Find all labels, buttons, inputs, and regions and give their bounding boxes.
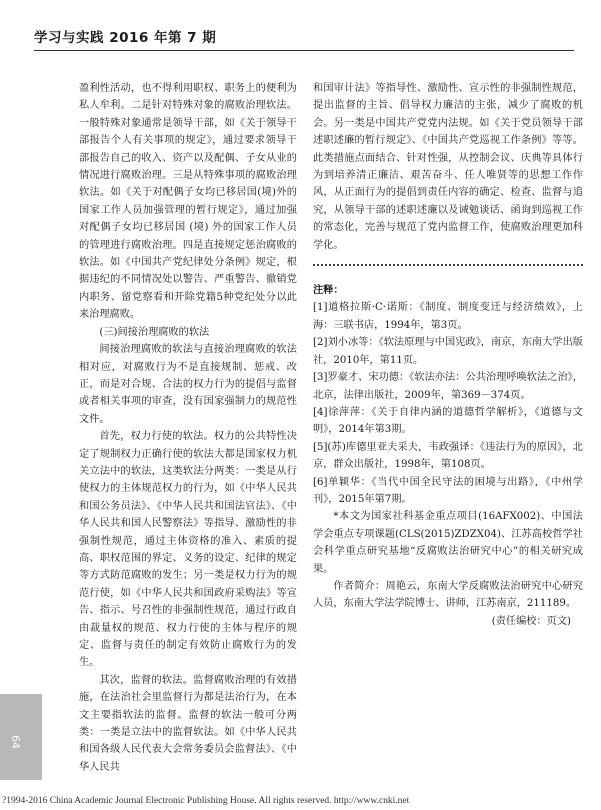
note-item: [3]罗豪才、宋功德：《软法亦法：公共治理呼唤软法之治》，北京，法律出版社，2009年，第369－374页。 <box>313 372 583 401</box>
header-rule <box>34 50 574 51</box>
notes-title: 注释： <box>313 284 344 297</box>
fund-note: *本文为国家社科基金重点项目(16AFX002)、中国法学会重点专项课题(CLS(2015)ZDZX04)、江苏高校哲学社会科学重点研究基地“反腐败法治研究中心”的相关研究成果。 <box>313 511 583 575</box>
paragraph: 和国审计法》等指导性、激励性、宣示性的非强制性规范，提出监督的主旨、倡导权力廉洁的主张，减少了腐败的机会。另一类是中国共产党党内法规。如《关于党员领导干部述职述廉的暂行规定》、《中国共产党巡视工作条例》等等。此类措施点面结合、针对性强，从控制会议、庆典等具体行为到培养清正廉洁、艰苦奋斗、任人唯贤等的思想工作作风，从正面行为的提倡到责任内容的确定、检查、监督与追究，从领导干部的述职述廉以及诫勉谈话、函询到巡视工作的常态化，完善与规范了党内监督工作，使腐败治理更加科学化。 <box>313 83 583 251</box>
right-column <box>313 80 583 630</box>
journal-header: 学习与实践 2016 年第 7 期 <box>34 30 217 46</box>
dotted-divider <box>313 264 583 266</box>
copyright-footer: ?1994-2016 China Academic Journal Electronic Publishing House. All rights reserved. http://www.cnki.net <box>2 796 410 806</box>
paragraph: 首先，权力行使的软法。权力的公共特性决定了规制权力正确行使的软法大都是国家权力机关立法中的软法，这类软法分两类：一类是从行使权力的主体规范权力的行为，如《中华人民共和国公务员法》、《中华人民共和国法官法》、《中华人民共和国人民警察法》等指导、激励性的非强制性规范，通过主体资格的准入、素质的提高、职权范围的界定、义务的设定、纪律的规定等方式防范腐败的发生；另一类是权力行为的规范行使，如《中华人民共和国政府采购法》等宣告、指示、号召性的非强制性规范，通过行政自由裁量权的规范、权力行使的主体与程序的规定、监督与责任的制定有效防止腐败行为的发生。 <box>79 431 297 669</box>
editor-credit: (责任编校：页文) <box>491 615 571 627</box>
note-item: [4]徐萍萍：《关于自律内涵的道德哲学解析》，《道德与文明》，2014年第3期。 <box>313 406 583 436</box>
note-item: [1]道格拉斯·C·诺斯：《制度、制度变迁与经济绩效》，上海：三联书店，1994年，第3页。 <box>313 302 583 331</box>
note-item: [2]刘小冰等：《软法原理与中国宪政》，南京，东南大学出版社，2010年，第11页。 <box>313 337 583 366</box>
page-number-text: 64 <box>9 735 22 749</box>
left-column <box>79 80 297 776</box>
section-heading: (三)间接治理腐败的软法 <box>99 326 210 338</box>
page-number <box>0 735 22 749</box>
author-intro: 作者简介：周艳云，东南大学反腐败法治研究中心研究人员，东南大学法学院博士、讲师，江苏南京，211189。 <box>313 580 583 610</box>
paragraph: 其次，监督的软法。监督腐败治理的有效措施，在法治社会里监督行为都是法治行为，在本文主要指软法的监督。监督的软法一般可分两类：一类是立法中的监督软法。如《中华人民共和国各级人民代表大会常务委员会监督法》、《中华人民共 <box>79 674 297 773</box>
paragraph: 间接治理腐败的软法与直接治理腐败的软法相对应，对腐败行为不是直接规制、惩戒、改正，而是对合规、合法的权力行为的提倡与监督或者相关事项的审查，没有国家强制力的规范性文件。 <box>79 344 297 425</box>
note-item: [6]单颖华：《当代中国全民守法的困境与出路》，《中州学刊》，2015年第7期。 <box>313 476 583 505</box>
paragraph: 盈利性活动，也不得利用职权、职务上的便利为私人牟利。二是针对特殊对象的腐败治理软法。一般特殊对象通常是领导干部，如《关于领导干部报告个人有关事项的规定》，通过要求领导干部报告自己的收入、资产以及配偶、子女从业的情况进行腐败治理。三是从特殊事项的腐败治理软法。如《关于对配偶子女均已移居国(境)外的国家工作人员加强管理的暂行规定》，通过加强对配偶子女均已移居国 (境) 外的国家工作人员的管理进行腐败治理。四是直接规定惩治腐败的软法。如《中国共产党纪律处分条例》规定，根据违纪的不同情况处以警告、严重警告、撤销党内职务、留党察看和开除党籍5种党纪处分以此来治理腐败。 <box>79 83 297 321</box>
note-item: [5](苏)库德里亚夫采夫，韦政强译：《违法行为的原因》，北京，群众出版社，1998年，第108页。 <box>313 441 583 471</box>
